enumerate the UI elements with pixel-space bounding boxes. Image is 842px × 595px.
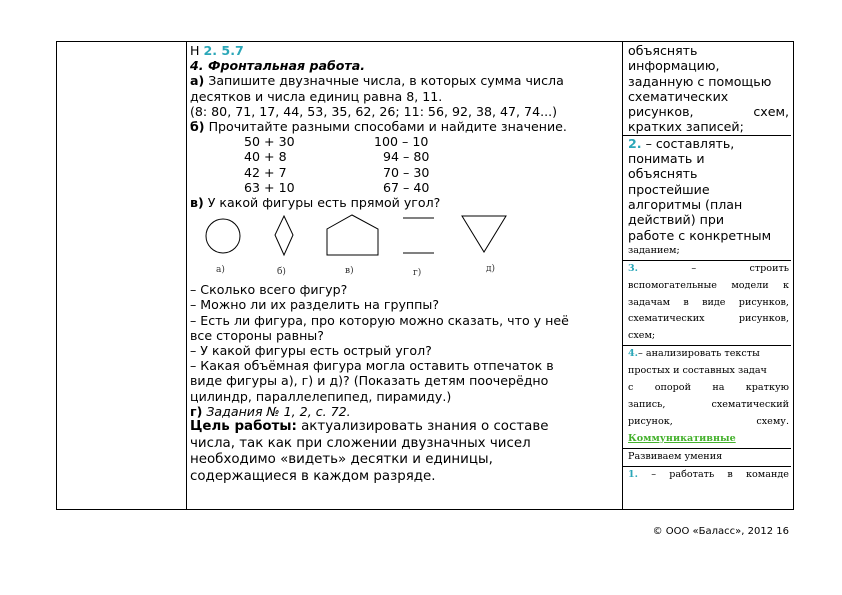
skills-item-2-end: заданием; (628, 244, 680, 256)
question: все стороны равны? (190, 327, 324, 343)
task-a: а) Запишите двузначные числа, в которых сумма числа (190, 73, 564, 89)
header-refs: Н 2. 5.7 (190, 43, 244, 58)
task-g: г) Задания № 1, 2, с. 72. (190, 403, 351, 419)
skills-item-1: 1. – работать в команде (628, 468, 789, 480)
question: цилиндр, параллелепипед, пирамиду.) (190, 388, 452, 404)
example-row: 40 + 8 94 – 80 (244, 149, 430, 165)
rhombus-shape (275, 216, 293, 255)
triangle-shape (462, 216, 506, 252)
skills-item-3: 3. – строить вспомогательные модели к задачам в виде рисунков, схематических рисунков, схем; (628, 262, 789, 342)
skills-column (623, 42, 791, 509)
figure-label: г) (413, 268, 422, 279)
question: – У какой фигуры есть острый угол? (190, 342, 432, 358)
example-row: 63 + 10 67 – 40 (244, 179, 430, 195)
figure-label: д) (486, 264, 496, 275)
question: – Какая объёмная фигура могла оставить отпечаток в (190, 358, 554, 374)
question: – Можно ли их разделить на группы? (190, 297, 440, 313)
task-a-line: десятков и числа единиц равна 8, 11. (190, 88, 443, 104)
page-footer: © ООО «Баласс», 2012 16 (652, 526, 789, 537)
example-row: 42 + 7 70 – 30 (244, 164, 430, 180)
lesson-table (56, 41, 794, 510)
section-title: 4. Фронтальная работа. (190, 58, 366, 74)
questions (190, 282, 621, 404)
question: виде фигуры а), г) и д)? (Показать детям поочерёдно (190, 373, 549, 389)
skills-item-2: 2. – составлять, понимать и объяснять простейшие алгоритмы (план действий) при работе с конкретным (628, 135, 772, 243)
communicative-heading: Коммуникативные (628, 432, 736, 444)
skills-block-1: объяснять информацию, заданную с помощью схематических рисунков, схем, кратких записей; (628, 43, 789, 135)
work-goal: Цель работы: актуализировать знания о составе числа, так как при сложении двузначных чисел необходимо «видеть» десятки и единицы, содержащиеся в каждом разряде. (190, 419, 549, 484)
example-row: 50 + 30 100 – 10 (244, 134, 429, 150)
figure-label: б) (277, 267, 286, 278)
figure-label: а) (216, 265, 225, 276)
question: – Сколько всего фигур? (190, 282, 348, 298)
pentagon-shape (327, 215, 378, 255)
skills-communicative: Развиваем умения (628, 450, 723, 462)
skills-item-4: 4. – анализировать тексты простых и составных задач с опорой на краткую запись, схематический рисунок, схему. Коммуникативные (628, 346, 789, 447)
task-v: в) У какой фигуры есть прямой угол? (190, 194, 441, 210)
figure-label: в) (345, 266, 354, 277)
shapes-drawing (190, 212, 620, 282)
activity-column (187, 42, 621, 509)
task-b: б) Прочитайте разными способами и найдите значение. (190, 119, 567, 135)
examples (190, 134, 621, 195)
question: – Есть ли фигура, про которую можно сказать, что у неё (190, 312, 569, 328)
circle-shape (206, 219, 240, 253)
task-a-answers: (8: 80, 71, 17, 44, 53, 35, 62, 26; 11: 56, 92, 38, 47, 74...) (190, 103, 558, 119)
figures (190, 212, 621, 282)
